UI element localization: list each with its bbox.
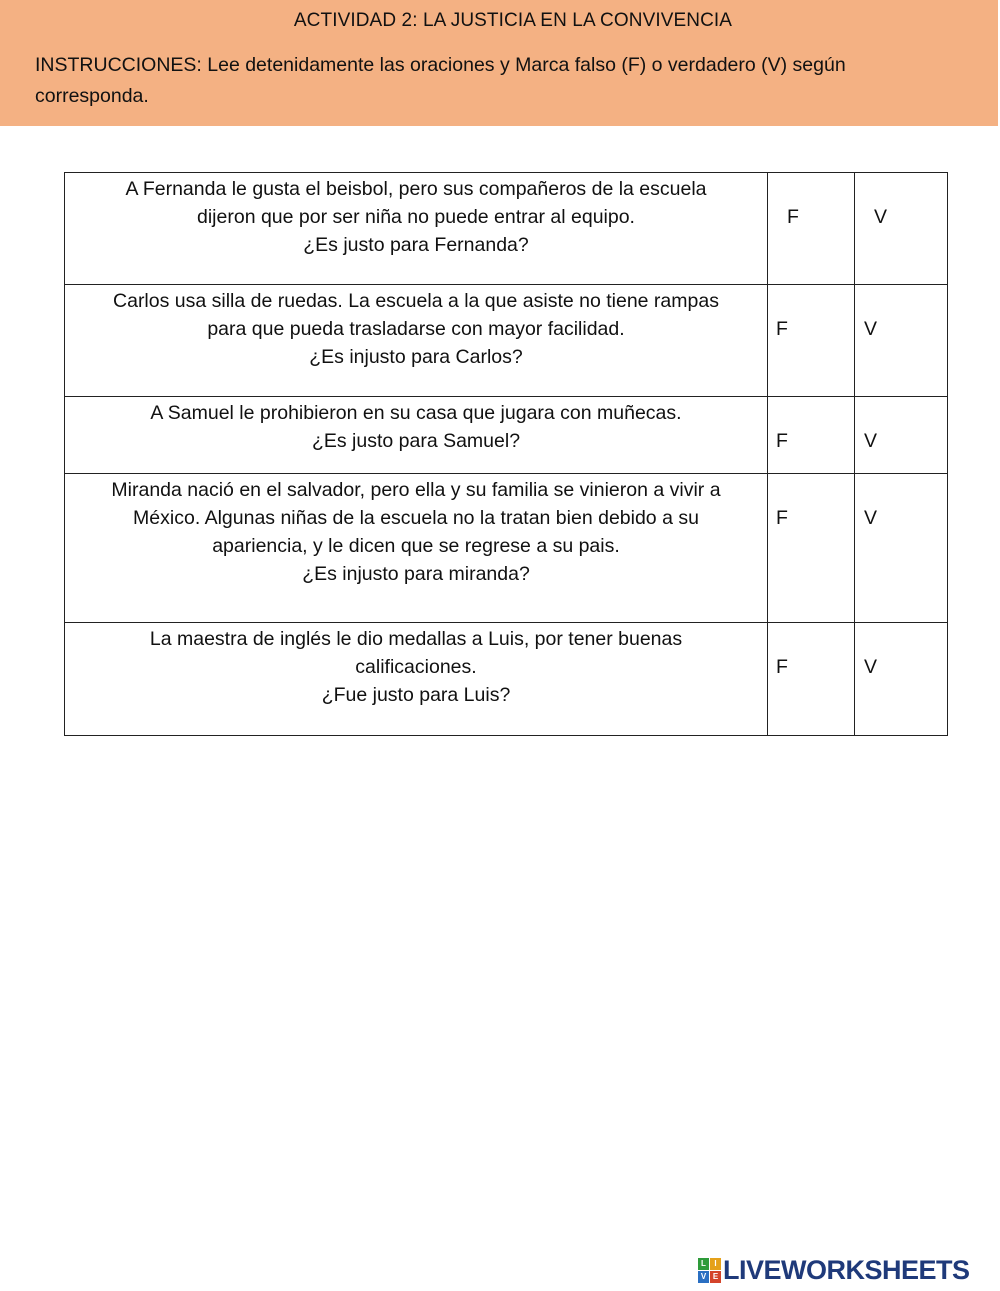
true-option-label[interactable]: V: [864, 507, 878, 529]
table-row: [65, 173, 948, 285]
liveworksheets-logo-icon: [698, 1258, 720, 1282]
false-option-cell[interactable]: [768, 623, 855, 736]
question-cell: [65, 474, 768, 623]
question-line: La maestra de inglés le dio medallas a Luis, por tener buenas: [149, 628, 683, 650]
false-option-label[interactable]: F: [776, 318, 788, 340]
true-option-label[interactable]: V: [864, 318, 878, 340]
table-row: [65, 285, 948, 397]
logo-letter: L: [698, 1258, 709, 1270]
false-option-cell[interactable]: [768, 173, 855, 285]
true-option-label[interactable]: V: [864, 430, 878, 452]
logo-text: LIVEWORKSHEETS: [723, 1254, 970, 1285]
page-title: ACTIVIDAD 2: LA JUSTICIA EN LA CONVIVENCIA: [293, 10, 733, 31]
logo-letter: V: [698, 1271, 709, 1283]
question-line: A Samuel le prohibieron en su casa que jugara con muñecas.: [150, 402, 682, 424]
false-option-label[interactable]: F: [776, 507, 788, 529]
true-option-cell[interactable]: [855, 173, 948, 285]
true-option-label[interactable]: V: [864, 656, 878, 678]
false-option-cell[interactable]: [768, 397, 855, 474]
true-option-label[interactable]: V: [874, 206, 888, 228]
question-cell: [65, 285, 768, 397]
question-line: dijeron que por ser niña no puede entrar al equipo.: [197, 206, 635, 228]
question-cell: [65, 623, 768, 736]
question-line: Miranda nació en el salvador, pero ella y su familia se vinieron a vivir a: [111, 479, 721, 501]
question-line: ¿Es injusto para miranda?: [302, 563, 530, 585]
question-line: A Fernanda le gusta el beisbol, pero sus compañeros de la escuela: [125, 178, 707, 200]
header-banner: [0, 0, 998, 126]
instructions-text: INSTRUCCIONES: Lee detenidamente las oraciones y Marca falso (F) o verdadero (V) según corresponda.: [35, 54, 846, 107]
true-option-cell[interactable]: [855, 285, 948, 397]
question-line: ¿Es justo para Fernanda?: [303, 234, 529, 256]
question-line: México. Algunas niñas de la escuela no la tratan bien debido a su: [133, 507, 699, 529]
question-cell: [65, 397, 768, 474]
logo-letter: E: [710, 1271, 721, 1283]
false-option-label[interactable]: F: [776, 430, 788, 452]
table-row: [65, 623, 948, 736]
true-option-cell[interactable]: [855, 397, 948, 474]
table-row: [65, 397, 948, 474]
question-cell: [65, 173, 768, 285]
question-line: ¿Es justo para Samuel?: [311, 430, 521, 452]
true-option-cell[interactable]: [855, 474, 948, 623]
question-line: Carlos usa silla de ruedas. La escuela a la que asiste no tiene rampas: [113, 290, 719, 312]
logo-letter: I: [710, 1258, 721, 1270]
liveworksheets-logo[interactable]: [698, 1256, 970, 1284]
question-line: calificaciones.: [355, 656, 477, 678]
false-option-label[interactable]: F: [776, 656, 788, 678]
question-line: ¿Fue justo para Luis?: [321, 684, 511, 706]
question-line: apariencia, y le dicen que se regrese a su pais.: [212, 535, 620, 557]
question-line: ¿Es injusto para Carlos?: [309, 346, 523, 368]
question-line: para que pueda trasladarse con mayor facilidad.: [207, 318, 625, 340]
false-option-cell[interactable]: [768, 285, 855, 397]
false-option-cell[interactable]: [768, 474, 855, 623]
true-option-cell[interactable]: [855, 623, 948, 736]
false-option-label[interactable]: F: [787, 206, 799, 228]
table-row: [65, 474, 948, 623]
true-false-table: [64, 172, 948, 736]
